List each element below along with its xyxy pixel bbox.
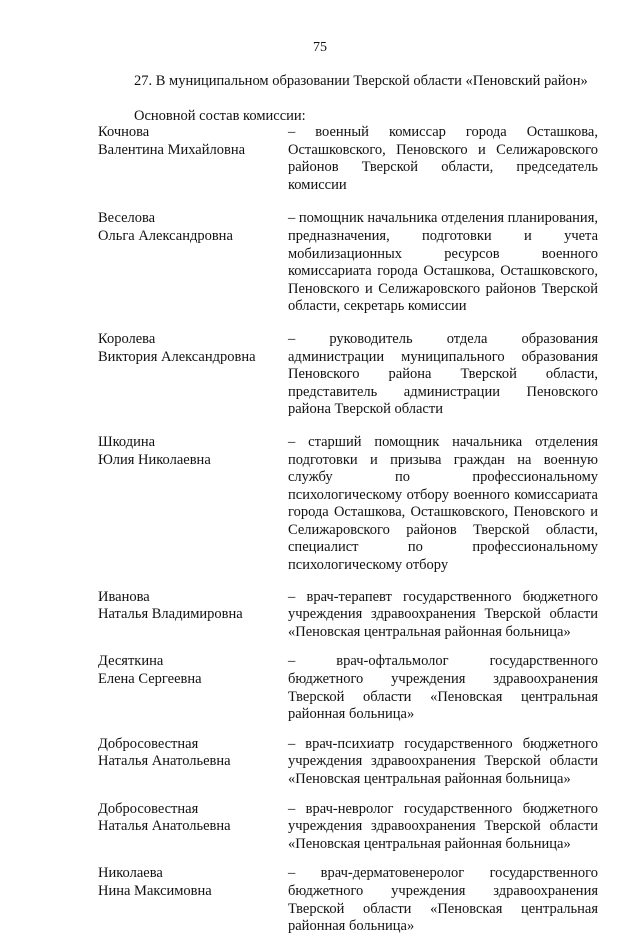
member-given-names: Юлия Николаевна: [98, 451, 211, 468]
member-given-names: Наталья Владимировна: [98, 606, 243, 623]
commission-member: [98, 801, 598, 854]
member-given-names: Нина Максимовна: [98, 882, 212, 899]
member-name: [98, 331, 278, 419]
member-role: – старший помощник начальника отделения подготовки и призыва граждан на военную службу по профессиональному психологическому отбору военного комиссариата города Осташкова, Осташковского, Пеновского и Селижаровского районов Тверской области, специалист по профессиональному психологическому отбору: [288, 433, 598, 574]
member-given-names: Валентина Михайловна: [98, 141, 246, 158]
page-number: 75: [313, 40, 327, 55]
commission-member: [98, 210, 598, 316]
section-heading: 27. В муниципальном образовании Тверской области «Пеновский район»: [134, 73, 588, 89]
member-role: – врач-невролог государственного бюджетного учреждения здравоохранения Тверской области «Пеновская центральная районная больница»: [288, 800, 598, 852]
member-role: – руководитель отдела образования администрации муниципального образования Пеновского района Тверской области, представитель администрации Пеновского района Тверской области: [288, 330, 598, 418]
commission-member-list: [98, 124, 598, 936]
section-subheading: Основной состав комиссии:: [134, 108, 306, 124]
commission-member: [98, 331, 598, 419]
member-name: [98, 865, 278, 935]
member-name: [98, 653, 278, 723]
member-role: – врач-дерматовенеролог государственного бюджетного учреждения здравоохранения Тверской области «Пеновская центральная районная больница»: [288, 865, 598, 935]
commission-member: [98, 589, 598, 642]
member-given-names: Елена Сергеевна: [98, 671, 202, 688]
member-surname: Кочнова: [98, 124, 150, 140]
member-given-names: Виктория Александровна: [98, 348, 256, 365]
member-role: – врач-психиатр государственного бюджетного учреждения здравоохранения Тверской области «Пеновская центральная районная больница»: [288, 735, 598, 787]
commission-member: [98, 736, 598, 789]
member-surname: Шкодина: [98, 433, 156, 450]
member-surname: Николаева: [98, 865, 163, 882]
member-role: – помощник начальника отделения планирования, предназначения, подготовки и учета мобилизационных ресурсов военного комиссариата города Осташкова, Осташковского, Пеновского и Селижаровского районов Тверской области, секретарь комиссии: [288, 210, 598, 315]
member-name: [98, 210, 278, 316]
member-name: [98, 801, 278, 854]
commission-member: [98, 124, 598, 194]
commission-member: [98, 653, 598, 723]
member-surname: Веселова: [98, 210, 156, 227]
member-given-names: Ольга Александровна: [98, 227, 233, 244]
member-name: [98, 124, 278, 194]
commission-member: [98, 434, 598, 575]
member-surname: Иванова: [98, 588, 150, 605]
member-given-names: Наталья Анатольевна: [98, 753, 231, 770]
member-name: [98, 434, 278, 575]
member-given-names: Наталья Анатольевна: [98, 818, 231, 835]
member-surname: Добросовестная: [98, 800, 199, 817]
member-surname: Добросовестная: [98, 735, 199, 752]
member-role: – врач-терапевт государственного бюджетного учреждения здравоохранения Тверской области «Пеновская центральная районная больница»: [288, 588, 598, 640]
member-surname: Десяткина: [98, 653, 164, 670]
member-surname: Королева: [98, 330, 156, 347]
member-role: – врач-офтальмолог государственного бюджетного учреждения здравоохранения Тверской области «Пеновская центральная районная больница»: [288, 653, 598, 723]
commission-member: [98, 865, 598, 935]
member-role: – военный комиссар города Осташкова, Осташковского, Пеновского и Селижаровского районов Тверской области, председатель комиссии: [288, 124, 598, 193]
member-name: [98, 589, 278, 642]
member-name: [98, 736, 278, 789]
